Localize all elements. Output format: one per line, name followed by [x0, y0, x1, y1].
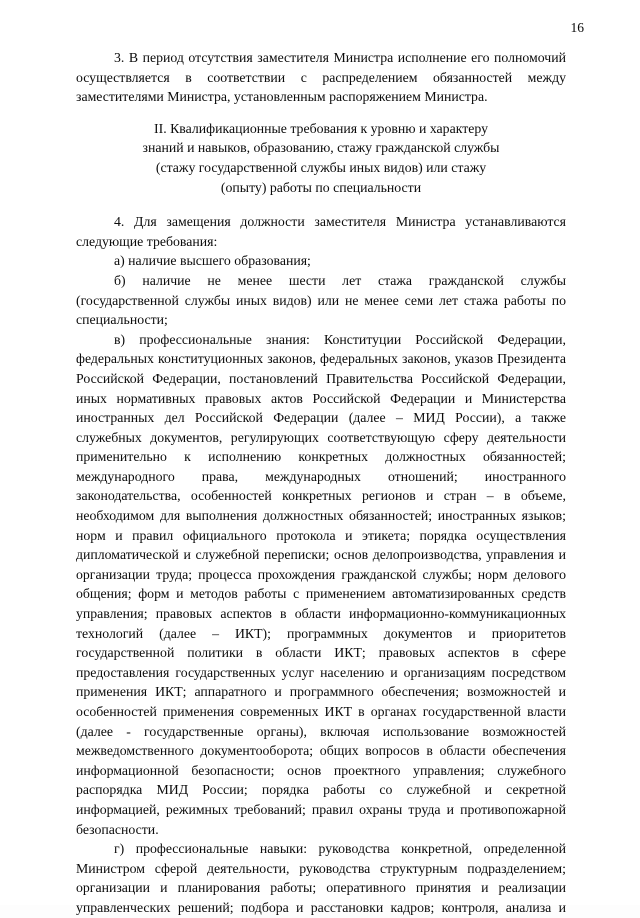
paragraph-4-intro: 4. Для замещения должности заместителя Министра устанавливаются следующие требования: [76, 214, 566, 249]
clause-b: б) наличие не менее шести лет стажа гражданской службы (государственной службы иных видов) или не менее семи лет стажа работы по специальности; [76, 272, 566, 328]
clause-a: а) наличие высшего образования; [114, 253, 311, 269]
section-ii-heading [76, 119, 566, 197]
heading-line-2: знаний и навыков, образованию, стажу гражданской службы [142, 140, 500, 156]
clause-v-professional-knowledge: в) профессиональные знания: Конституции Российской Федерации, федеральных конституционных законов, федеральных законов, указов Президента Российской Федерации, постановлений Правительства Российской Федерации, иных нормативных правовых актов Российской Федерации и Министерства иностранных дел Российской Федерации (далее – МИД России), а также служебных документов, регулирующих соответствующую сферу деятельности применительно к исполнению конкретных должностных обязанностей; международного права, международных отношений; иностранного законодательства, особенностей конкретных регионов и стран – в объеме, необходимом для выполнения должностных обязанностей; иностранных языков; норм и правил официального протокола и этикета; порядка осуществления дипломатической и служебной переписки; основ делопроизводства, управления и организации труда; процесса прохождения гражданской службы; норм делового общения; форм и методов работы с применением автоматизированных средств управления; правовых аспектов в области информационно-коммуникационных технологий (далее – ИКТ); программных документов и приоритетов государственной политики в области ИКТ; правовых аспектов в сфере предоставления государственных услуг населению и организациям посредством применения ИКТ; аппаратного и программного обеспечения; возможностей и особенностей применения современных ИКТ в органах государственной власти (далее - государственные органы), включая использование возможностей межведомственного документооборота; общих вопросов в области обеспечения информационной безопасности; основ проектного управления; служебного распорядка МИД России; порядка работы со служебной и секретной информацией, режимных требований; правил охраны труда и противопожарной безопасности. [76, 331, 566, 837]
paragraph-3: 3. В период отсутствия заместителя Министра исполнение его полномочий осуществляется в соответствии с распределением обязанностей между заместителями Министра, установленным распоряжением Министра. [76, 50, 566, 105]
document-content [76, 48, 566, 918]
heading-line-3: (стажу государственной службы иных видов) или стажу [155, 159, 487, 175]
page-number: 16 [570, 20, 584, 35]
clause-g-professional-skills: г) профессиональные навыки: руководства конкретной, определенной Министром сферой деятельности, руководства структурным подразделением; организации и планирования работы; оперативного принятия и реализации управленческих решений; подбора и расстановки кадров; контроля, анализа и [76, 841, 566, 915]
heading-line-1: II. Квалификационные требования к уровню и характеру [154, 120, 488, 136]
heading-line-4: (опыту) работы по специальности [220, 179, 422, 195]
